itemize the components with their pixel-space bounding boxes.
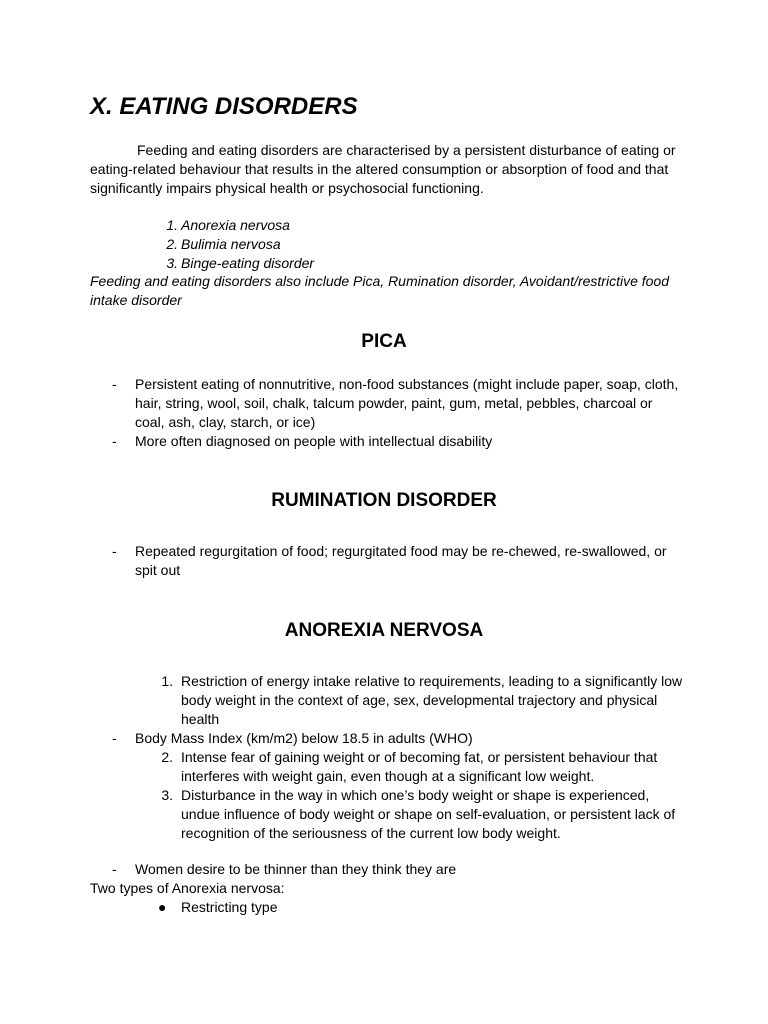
list-item: - More often diagnosed on people with intellectual disability <box>112 433 493 449</box>
list-item: ● Restricting type <box>158 899 278 915</box>
list-item: 1. Anorexia nervosa <box>166 217 290 233</box>
list-item: 3. Binge-eating disorder <box>166 255 315 271</box>
list-item: 2. Intense fear of gaining weight or of becoming fat, or persistent behaviour that interferes with weight gain, even though at a significant low weight. <box>161 749 658 784</box>
list-item: - Body Mass Index (km/m2) below 18.5 in adults (WHO) <box>112 730 473 746</box>
anorexia-heading: ANOREXIA NERVOSA <box>284 620 484 641</box>
page-title: X. EATING DISORDERS <box>90 93 358 120</box>
list-item: 3. Disturbance in the way in which one’s body weight or shape is experienced, undue influence of body weight or shape on self-evaluation, or persistent lack of recognition of the seriousness of the current low body weight. <box>161 787 676 841</box>
two-types-label: Two types of Anorexia nervosa: <box>90 880 285 896</box>
rumination-list <box>90 542 680 580</box>
pica-heading: PICA <box>361 331 407 352</box>
list-item: - Women desire to be thinner than they think they are <box>112 861 457 877</box>
also-include-note: Feeding and eating disorders also include Pica, Rumination disorder, Avoidant/restrictive food intake disorder <box>90 273 669 308</box>
disorders-list <box>90 216 690 273</box>
rumination-heading: RUMINATION DISORDER <box>271 490 497 511</box>
list-item: - Persistent eating of nonnutritive, non-food substances (might include paper, soap, cloth, hair, string, wool, soil, chalk, talcum powder, paint, gum, metal, pebbles, charcoal or coal, ash, clay, starch, or ice) <box>112 376 679 430</box>
bullet-icon: ● <box>158 899 167 915</box>
types-list <box>90 898 277 917</box>
list-item: 2. Bulimia nervosa <box>166 236 281 252</box>
pica-list <box>90 375 680 451</box>
anorexia-list <box>90 672 685 843</box>
list-item: 1. Restriction of energy intake relative to requirements, leading to a significantly low body weight in the context of age, sex, developmental trajectory and physical health <box>161 673 683 727</box>
list-item: - Repeated regurgitation of food; regurgitated food may be re-chewed, re-swallowed, or spit out <box>112 543 667 578</box>
anorexia-note-list <box>90 860 690 879</box>
intro-paragraph: Feeding and eating disorders are characterised by a persistent disturbance of eating or eating-related behaviour that results in the altered consumption or absorption of food and that significantly impairs physical health or psychosocial functioning. <box>90 142 676 196</box>
